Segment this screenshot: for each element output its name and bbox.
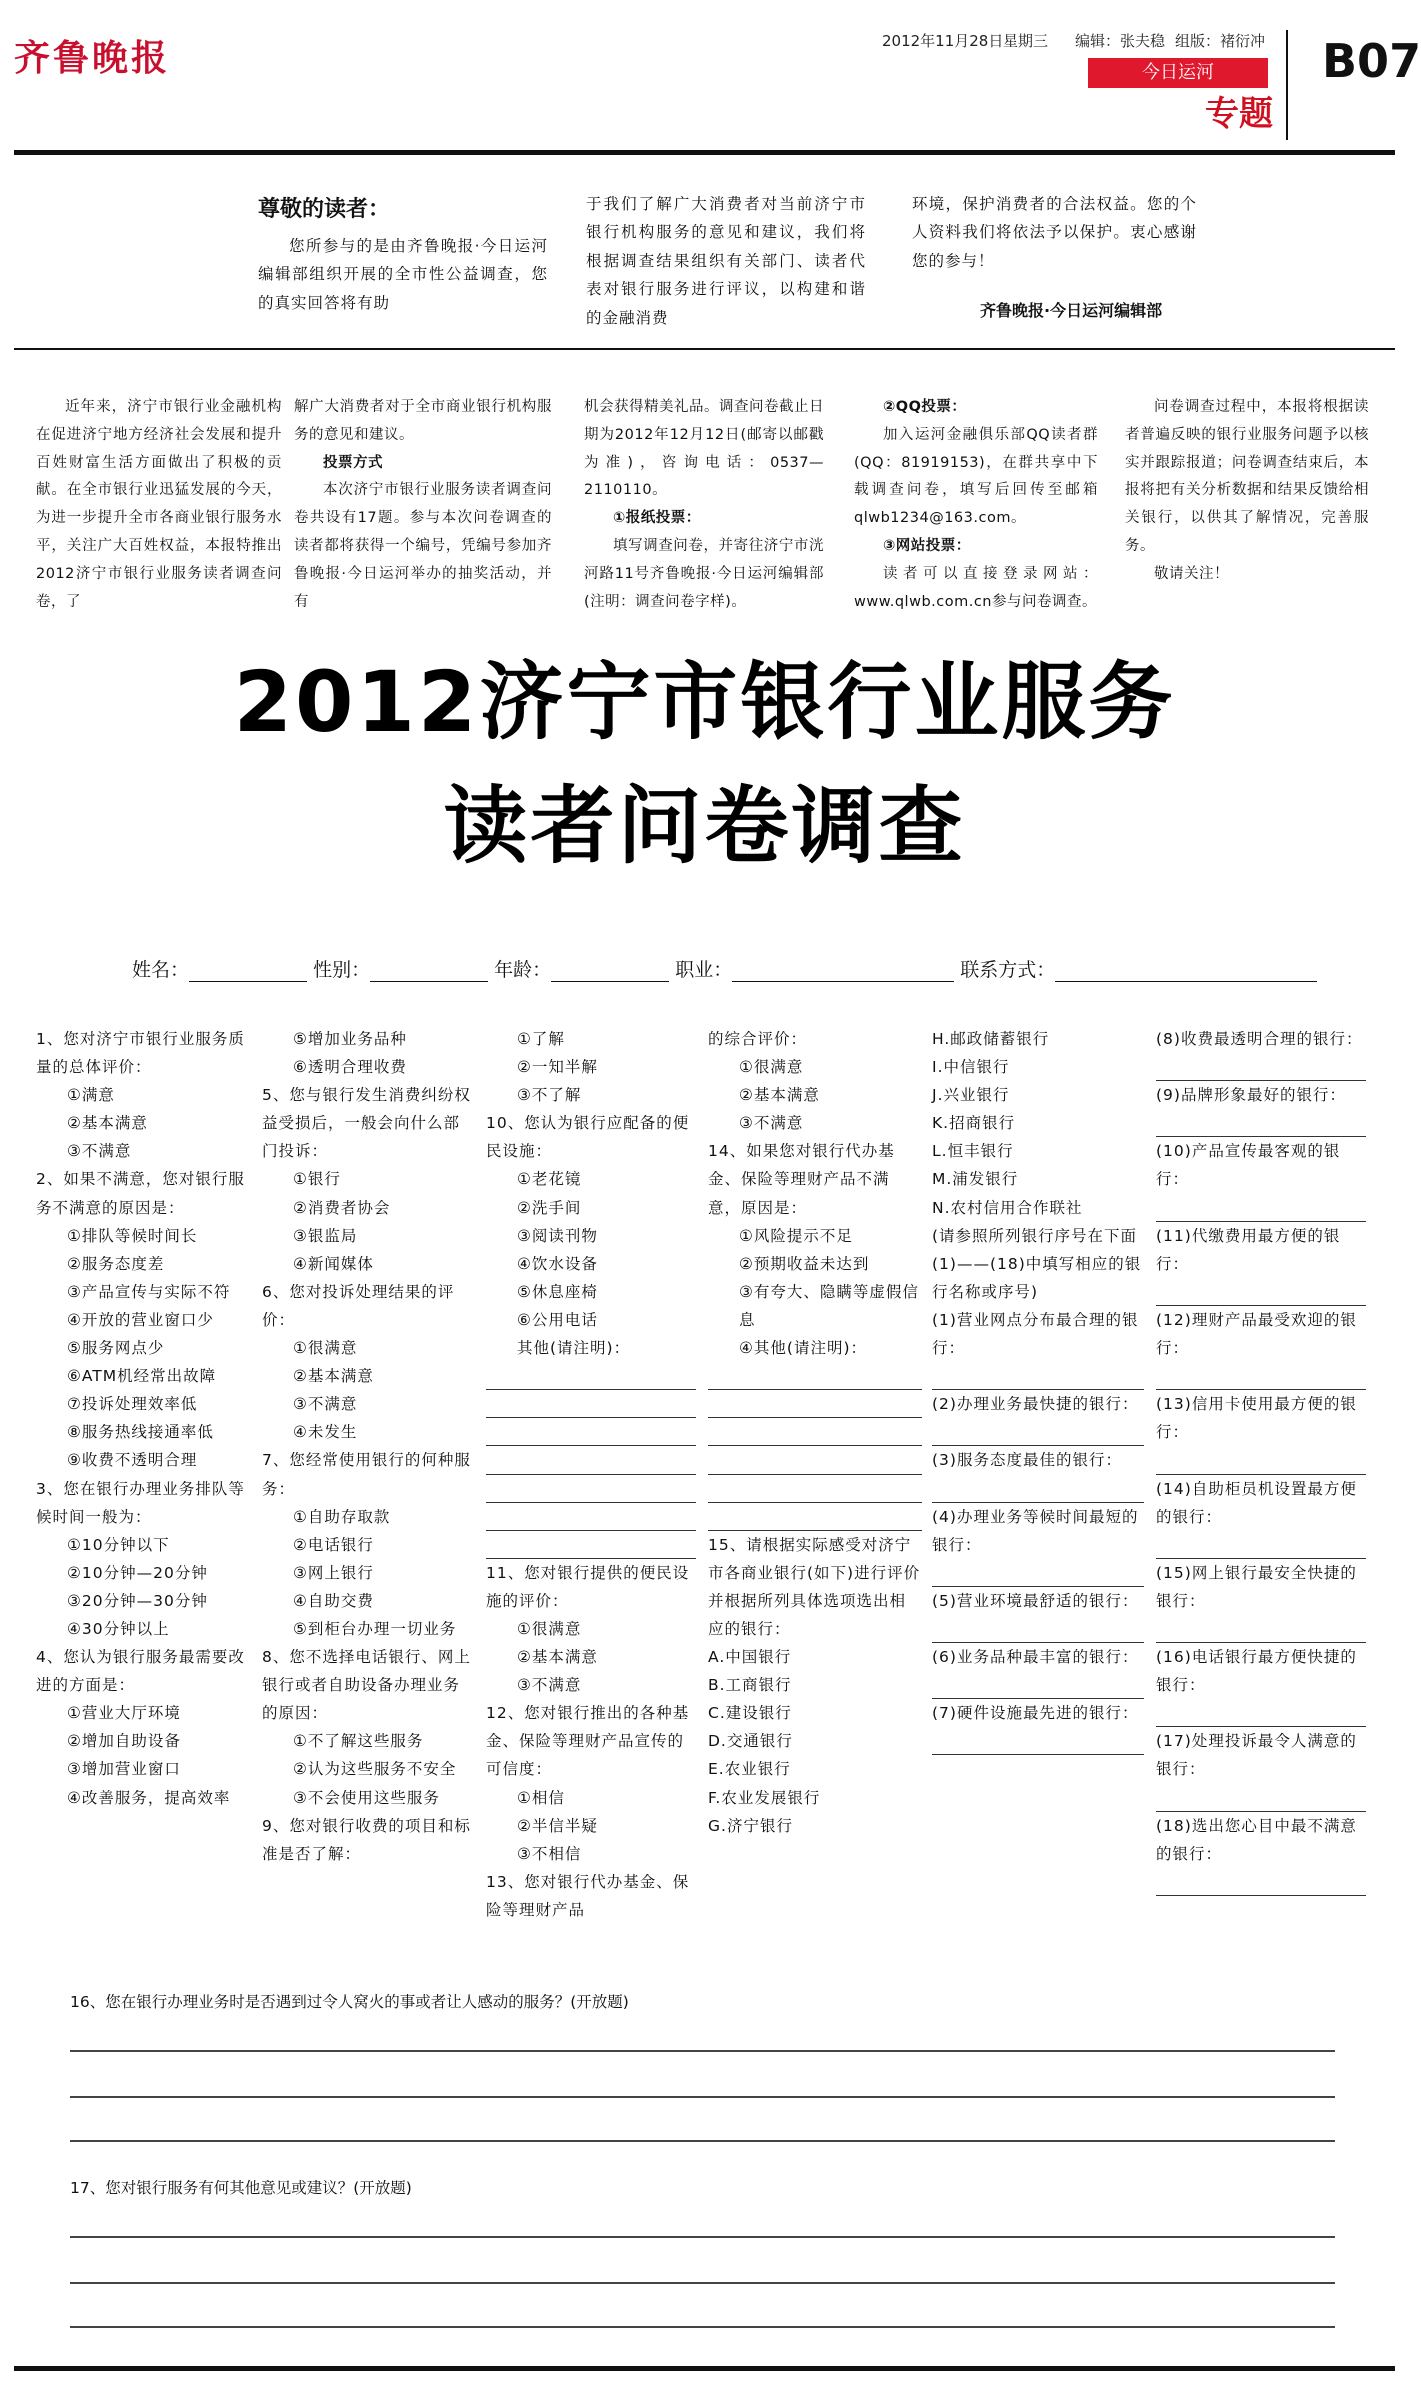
respondent-info-row bbox=[132, 955, 1317, 982]
answer-option[interactable]: ①10分钟以下 bbox=[67, 1535, 170, 1554]
question-text: 4、您认为银行服务最需要改进的方面是： bbox=[36, 1648, 245, 1695]
question-text: 13、您对银行代办基金、保险等理财产品 bbox=[486, 1872, 690, 1919]
answer-option[interactable]: ③网上银行 bbox=[293, 1563, 374, 1582]
newspaper-masthead: 齐鲁晚报 bbox=[14, 37, 171, 79]
answer-blank-line[interactable] bbox=[486, 1475, 696, 1503]
answer-blank-line[interactable] bbox=[486, 1362, 696, 1390]
answer-blank-line[interactable] bbox=[708, 1362, 922, 1390]
answer-blank-line[interactable] bbox=[1156, 1531, 1366, 1559]
answer-option[interactable]: ②预期收益未达到 bbox=[739, 1254, 870, 1273]
answer-option[interactable]: ①不了解这些服务 bbox=[293, 1732, 424, 1751]
intro-column-2: 解广大消费者对于全市商业银行机构服务的意见和建议。 投票方式 本次济宁市银行业服务读者调查问卷共设有17题。参与本次问卷调查的读者都将获得一个编号，凭编号参加齐鲁晚报·今日运河举办的抽奖活动，并有 bbox=[294, 399, 552, 610]
answer-line[interactable] bbox=[70, 2282, 1335, 2284]
column-name: 专题 bbox=[1205, 94, 1273, 134]
answer-option[interactable]: I.中信银行 bbox=[932, 1058, 1010, 1077]
answer-option[interactable]: (1)营业网点分布最合理的银行： bbox=[932, 1310, 1139, 1358]
answer-option[interactable]: ③增加营业窗口 bbox=[67, 1760, 181, 1779]
answer-blank-line[interactable] bbox=[932, 1475, 1144, 1503]
answer-option[interactable]: (17)处理投诉最令人满意的银行： bbox=[1156, 1732, 1357, 1779]
question-text: 10、您认为银行应配备的便民设施： bbox=[486, 1114, 690, 1161]
age-field[interactable] bbox=[551, 960, 669, 982]
answer-option[interactable]: ④其他(请注明)： bbox=[739, 1339, 867, 1358]
question-text: 6、您对投诉处理结果的评价： bbox=[262, 1282, 455, 1329]
answer-option[interactable]: ③不了解 bbox=[517, 1086, 582, 1105]
answer-option[interactable]: ⑦投诉处理效率低 bbox=[67, 1395, 198, 1414]
answer-option[interactable]: ②服务态度差 bbox=[67, 1254, 165, 1273]
answer-option[interactable]: ⑥公用电话 bbox=[517, 1310, 598, 1329]
issue-date: 2012年11月28日 bbox=[882, 32, 1004, 50]
answer-option[interactable]: F.农业发展银行 bbox=[708, 1788, 821, 1807]
answer-option[interactable]: ④自助交费 bbox=[293, 1591, 374, 1610]
answer-option[interactable]: ④30分钟以上 bbox=[67, 1619, 170, 1638]
answer-option[interactable]: ①风险提示不足 bbox=[739, 1226, 853, 1245]
answer-option[interactable]: ③阅读刊物 bbox=[517, 1226, 598, 1245]
answer-option[interactable]: ③不满意 bbox=[517, 1676, 582, 1695]
answer-option[interactable]: C.建设银行 bbox=[708, 1704, 792, 1723]
answer-blank-line[interactable] bbox=[486, 1503, 696, 1531]
question-text: 8、您不选择电话银行、网上银行或者自助设备办理业务的原因： bbox=[262, 1648, 471, 1723]
answer-blank-line[interactable] bbox=[1156, 1053, 1366, 1081]
answer-option[interactable]: ④饮水设备 bbox=[517, 1254, 598, 1273]
answer-option[interactable]: H.邮政储蓄银行 bbox=[932, 1030, 1050, 1048]
answer-option[interactable]: ①很满意 bbox=[517, 1619, 582, 1638]
answer-line[interactable] bbox=[70, 2326, 1335, 2328]
answer-option[interactable]: ②基本满意 bbox=[67, 1114, 148, 1133]
answer-blank-line[interactable] bbox=[932, 1418, 1144, 1446]
answer-option[interactable]: K.招商银行 bbox=[932, 1114, 1016, 1133]
answer-blank-line[interactable] bbox=[1156, 1109, 1366, 1137]
answer-option[interactable]: ②增加自助设备 bbox=[67, 1732, 181, 1751]
age-label: 年龄： bbox=[494, 959, 552, 981]
answer-option[interactable]: ②半信半疑 bbox=[517, 1816, 598, 1835]
contact-label: 联系方式： bbox=[960, 959, 1056, 981]
gender-field[interactable] bbox=[370, 960, 488, 982]
top-rule bbox=[14, 150, 1395, 155]
answer-option[interactable]: ⑥ATM机经常出故障 bbox=[67, 1367, 217, 1386]
answer-option[interactable]: 其他(请注明)： bbox=[517, 1339, 631, 1358]
question-text: 2、如果不满意，您对银行服务不满意的原因是： bbox=[36, 1170, 245, 1217]
question-text: 12、您对银行推出的各种基金、保险等理财产品宣传的可信度： bbox=[486, 1704, 690, 1779]
survey-column-3 bbox=[486, 1025, 696, 1924]
headline-line-1: 2012济宁市银行业服务 bbox=[233, 653, 1176, 751]
question-text: 3、您在银行办理业务排队等候时间一般为： bbox=[36, 1479, 245, 1526]
gender-label: 性别： bbox=[313, 959, 371, 981]
question-text: 7、您经常使用银行的何种服务： bbox=[262, 1451, 471, 1498]
answer-blank-line[interactable] bbox=[1156, 1784, 1366, 1812]
answer-option[interactable]: ③有夸大、隐瞒等虚假信息 bbox=[739, 1282, 919, 1329]
answer-blank-line[interactable] bbox=[486, 1418, 696, 1446]
answer-option[interactable]: ①满意 bbox=[67, 1086, 115, 1105]
answer-option[interactable]: ⑤服务网点少 bbox=[67, 1339, 165, 1358]
answer-blank-line[interactable] bbox=[1156, 1446, 1366, 1474]
letter-column-3: 环境，保护消费者的合法权益。您的个人资料我们将依法予以保护。衷心感谢您的参与！ bbox=[912, 195, 1197, 270]
answer-option[interactable]: ⑤增加业务品种 bbox=[293, 1030, 407, 1048]
answer-blank-line[interactable] bbox=[708, 1390, 922, 1418]
header-divider bbox=[1286, 30, 1288, 140]
designer-credit: 组版：褚衍冲 bbox=[1175, 32, 1266, 50]
answer-option[interactable]: (5)营业环境最舒适的银行： bbox=[932, 1591, 1139, 1610]
question-text: 9、您对银行收费的项目和标准是否了解： bbox=[262, 1816, 471, 1863]
page-number: B07 bbox=[1322, 34, 1421, 88]
headline-line-2: 读者问卷调查 bbox=[443, 777, 966, 875]
name-label: 姓名： bbox=[132, 959, 190, 981]
answer-option[interactable]: E.农业银行 bbox=[708, 1760, 791, 1779]
answer-blank-line[interactable] bbox=[1156, 1362, 1366, 1390]
answer-option[interactable]: ②一知半解 bbox=[517, 1058, 598, 1077]
letter-rule bbox=[14, 348, 1395, 350]
answer-option[interactable]: ④改善服务，提高效率 bbox=[67, 1788, 231, 1807]
question-text: 1、您对济宁市银行业服务质量的总体评价： bbox=[36, 1030, 245, 1077]
answer-option[interactable]: ②洗手间 bbox=[517, 1198, 582, 1217]
answer-option[interactable]: J.兴业银行 bbox=[932, 1086, 1010, 1105]
answer-blank-line[interactable] bbox=[1156, 1868, 1366, 1896]
question-text: 11、您对银行提供的便民设施的评价： bbox=[486, 1563, 690, 1610]
answer-blank-line[interactable] bbox=[1156, 1278, 1366, 1306]
answer-option[interactable]: (7)硬件设施最先进的银行： bbox=[932, 1704, 1139, 1723]
answer-option[interactable]: (2)办理业务最快捷的银行： bbox=[932, 1395, 1139, 1414]
job-field[interactable] bbox=[732, 960, 954, 982]
answer-option[interactable]: ②消费者协会 bbox=[293, 1198, 391, 1217]
question-text: 15、请根据实际感受对济宁市各商业银行(如下)进行评价并根据所列具体选项选出相应的银行： bbox=[708, 1535, 921, 1638]
answer-blank-line[interactable] bbox=[1156, 1699, 1366, 1727]
answer-option[interactable]: D.交通银行 bbox=[708, 1732, 793, 1751]
answer-blank-line[interactable] bbox=[708, 1503, 922, 1531]
answer-blank-line[interactable] bbox=[932, 1559, 1144, 1587]
answer-option[interactable]: (11)代缴费用最方便的银行： bbox=[1156, 1226, 1341, 1273]
answer-option[interactable]: 的综合评价： bbox=[708, 1030, 808, 1048]
answer-blank-line[interactable] bbox=[932, 1615, 1144, 1643]
answer-option[interactable]: ②10分钟—20分钟 bbox=[67, 1563, 208, 1582]
answer-option[interactable]: ③不满意 bbox=[293, 1395, 358, 1414]
intro-column-1: 近年来，济宁市银行业金融机构在促进济宁地方经济社会发展和提升百姓财富生活方面做出了积极的贡献。在全市银行业迅猛发展的今天，为进一步提升全市各商业银行服务水平，关注广大百姓权益，本报特推出2012济宁市银行业服务读者调查问卷，了 bbox=[36, 399, 282, 610]
answer-line[interactable] bbox=[70, 2140, 1335, 2142]
answer-option[interactable]: ⑨收费不透明合理 bbox=[67, 1451, 198, 1470]
answer-option[interactable]: ③20分钟—30分钟 bbox=[67, 1591, 208, 1610]
answer-line[interactable] bbox=[70, 2050, 1335, 2052]
answer-option[interactable]: ③不满意 bbox=[739, 1114, 804, 1133]
answer-option[interactable]: ②电话银行 bbox=[293, 1535, 374, 1554]
question-text: 5、您与银行发生消费纠纷权益受损后，一般会向什么部门投诉： bbox=[262, 1086, 471, 1161]
answer-blank-line[interactable] bbox=[486, 1531, 696, 1559]
answer-option[interactable]: (14)自助柜员机设置最方便的银行： bbox=[1156, 1479, 1357, 1526]
answer-option[interactable]: ①很满意 bbox=[739, 1058, 804, 1077]
answer-option[interactable]: ③不相信 bbox=[517, 1844, 582, 1863]
question-17: 17、您对银行服务有何其他意见或建议？(开放题) bbox=[70, 2179, 412, 2197]
answer-option[interactable]: ①了解 bbox=[517, 1030, 565, 1048]
answer-blank-line[interactable] bbox=[486, 1446, 696, 1474]
answer-option[interactable]: ⑤到柜台办理一切业务 bbox=[293, 1619, 457, 1638]
bottom-rule bbox=[14, 2366, 1395, 2371]
survey-column-4 bbox=[708, 1025, 922, 1840]
letter-column-2: 于我们了解广大消费者对当前济宁市银行机构服务的意见和建议，我们将根据调查结果组织有关部门、读者代表对银行服务进行评议，以构建和谐的金融消费 bbox=[586, 195, 866, 327]
answer-option[interactable]: (8)收费最透明合理的银行： bbox=[1156, 1030, 1363, 1048]
answer-option[interactable]: ①银行 bbox=[293, 1170, 341, 1189]
answer-blank-line[interactable] bbox=[1156, 1615, 1366, 1643]
answer-option[interactable]: ④未发生 bbox=[293, 1423, 358, 1442]
answer-blank-line[interactable] bbox=[708, 1418, 922, 1446]
answer-option[interactable]: ⑧服务热线接通率低 bbox=[67, 1423, 214, 1442]
letter-greeting: 尊敬的读者： bbox=[258, 197, 391, 222]
answer-blank-line[interactable] bbox=[486, 1390, 696, 1418]
answer-blank-line[interactable] bbox=[708, 1475, 922, 1503]
answer-option[interactable]: ①老花镜 bbox=[517, 1170, 582, 1189]
answer-option[interactable]: L.恒丰银行 bbox=[932, 1142, 1014, 1161]
answer-option[interactable]: ②基本满意 bbox=[739, 1086, 820, 1105]
answer-option[interactable]: ③产品宣传与实际不符 bbox=[67, 1282, 231, 1301]
answer-blank-line[interactable] bbox=[1156, 1194, 1366, 1222]
intro-column-5: 问卷调查过程中，本报将根据读者普遍反映的银行业服务问题予以核实并跟踪报道；问卷调查结束后，本报将把有关分析数据和结果反馈给相关银行，以供其了解情况，完善服务。 敬请关注！ bbox=[1125, 399, 1369, 582]
answer-option[interactable]: (4)办理业务等候时间最短的银行： bbox=[932, 1507, 1139, 1554]
issue-weekday: 星期三 bbox=[1003, 32, 1049, 50]
answer-option[interactable]: ②基本满意 bbox=[517, 1648, 598, 1667]
answer-option[interactable]: ②基本满意 bbox=[293, 1367, 374, 1386]
answer-option[interactable]: ③不满意 bbox=[67, 1142, 132, 1161]
section-banner bbox=[1088, 58, 1268, 88]
survey-column-6 bbox=[1156, 1025, 1366, 1896]
name-field[interactable] bbox=[189, 960, 307, 982]
survey-column-2 bbox=[262, 1025, 474, 1868]
answer-option[interactable]: N.农村信用合作联社 bbox=[932, 1198, 1083, 1217]
answer-option[interactable]: ④开放的营业窗口少 bbox=[67, 1310, 214, 1329]
answer-option[interactable]: (13)信用卡使用最方便的银行： bbox=[1156, 1395, 1357, 1442]
answer-option[interactable]: A.中国银行 bbox=[708, 1648, 792, 1667]
intro-column-3: 机会获得精美礼品。调查问卷截止日期为2012年12月12日(邮寄以邮戳为准)，咨询电话：0537—2110110。 ①报纸投票： 填写调查问卷，并寄往济宁市洸河路11号齐鲁晚报·今日运河编辑部(注明：调查问卷字样)。 bbox=[584, 399, 824, 610]
answer-option[interactable]: (16)电话银行最方便快捷的银行： bbox=[1156, 1648, 1357, 1695]
answer-option[interactable]: (18)选出您心目中最不满意的银行： bbox=[1156, 1816, 1357, 1863]
answer-option[interactable]: ⑥透明合理收费 bbox=[293, 1058, 407, 1077]
survey-column-5 bbox=[932, 1025, 1144, 1755]
answer-option[interactable]: M.浦发银行 bbox=[932, 1170, 1019, 1189]
section-name: 今日运河 bbox=[1142, 62, 1214, 83]
survey-column-1 bbox=[36, 1025, 250, 1812]
answer-option[interactable]: ①很满意 bbox=[293, 1339, 358, 1358]
answer-option[interactable]: G.济宁银行 bbox=[708, 1816, 793, 1835]
contact-field[interactable] bbox=[1055, 960, 1317, 982]
answer-option[interactable]: ①相信 bbox=[517, 1788, 565, 1807]
editor-credit: 编辑：张夫稳 bbox=[1075, 32, 1166, 50]
answer-blank-line[interactable] bbox=[708, 1446, 922, 1474]
answer-option[interactable]: (10)产品宣传最客观的银行： bbox=[1156, 1142, 1341, 1189]
answer-option[interactable]: ④新闻媒体 bbox=[293, 1254, 374, 1273]
answer-option[interactable]: ⑤休息座椅 bbox=[517, 1282, 598, 1301]
answer-option[interactable]: ①排队等候时间长 bbox=[67, 1226, 198, 1245]
answer-blank-line[interactable] bbox=[932, 1362, 1144, 1390]
answer-option[interactable]: (9)品牌形象最好的银行： bbox=[1156, 1086, 1346, 1105]
intro-column-4: ②QQ投票： 加入运河金融俱乐部QQ读者群(QQ：81919153)，在群共享中下载调查问卷，填写后回传至邮箱qlwb1234@163.com。 ③网站投票： 读者可以直接登录网站：www.qlwb.com.cn参与问卷调查。 bbox=[854, 399, 1098, 610]
answer-option[interactable]: ②认为这些服务不安全 bbox=[293, 1760, 457, 1779]
answer-option[interactable]: ①营业大厅环境 bbox=[67, 1704, 181, 1723]
answer-option[interactable]: (请参照所列银行序号在下面(1)——(18)中填写相应的银行名称或序号) bbox=[932, 1226, 1142, 1301]
answer-line[interactable] bbox=[70, 2236, 1335, 2238]
letter-signature: 齐鲁晚报·今日运河编辑部 bbox=[980, 301, 1163, 320]
answer-option[interactable]: (3)服务态度最佳的银行： bbox=[932, 1451, 1122, 1470]
job-label: 职业： bbox=[675, 959, 733, 981]
answer-blank-line[interactable] bbox=[932, 1671, 1144, 1699]
answer-option[interactable]: (15)网上银行最安全快捷的银行： bbox=[1156, 1563, 1357, 1610]
answer-option[interactable]: ③不会使用这些服务 bbox=[293, 1788, 440, 1807]
answer-option[interactable]: (12)理财产品最受欢迎的银行： bbox=[1156, 1310, 1357, 1358]
answer-line[interactable] bbox=[70, 2096, 1335, 2098]
question-16: 16、您在银行办理业务时是否遇到过令人窝火的事或者让人感动的服务？(开放题) bbox=[70, 1993, 629, 2011]
answer-option[interactable]: ①自助存取款 bbox=[293, 1507, 391, 1526]
letter-column-1: 您所参与的是由齐鲁晚报·今日运河编辑部组织开展的全市性公益调查，您的真实回答将有助 bbox=[258, 237, 548, 312]
answer-blank-line[interactable] bbox=[932, 1727, 1144, 1755]
question-text: 14、如果您对银行代办基金、保险等理财产品不满意，原因是： bbox=[708, 1142, 895, 1217]
answer-option[interactable]: ③银监局 bbox=[293, 1226, 358, 1245]
answer-option[interactable]: B.工商银行 bbox=[708, 1676, 792, 1695]
answer-option[interactable]: (6)业务品种最丰富的银行： bbox=[932, 1648, 1139, 1667]
